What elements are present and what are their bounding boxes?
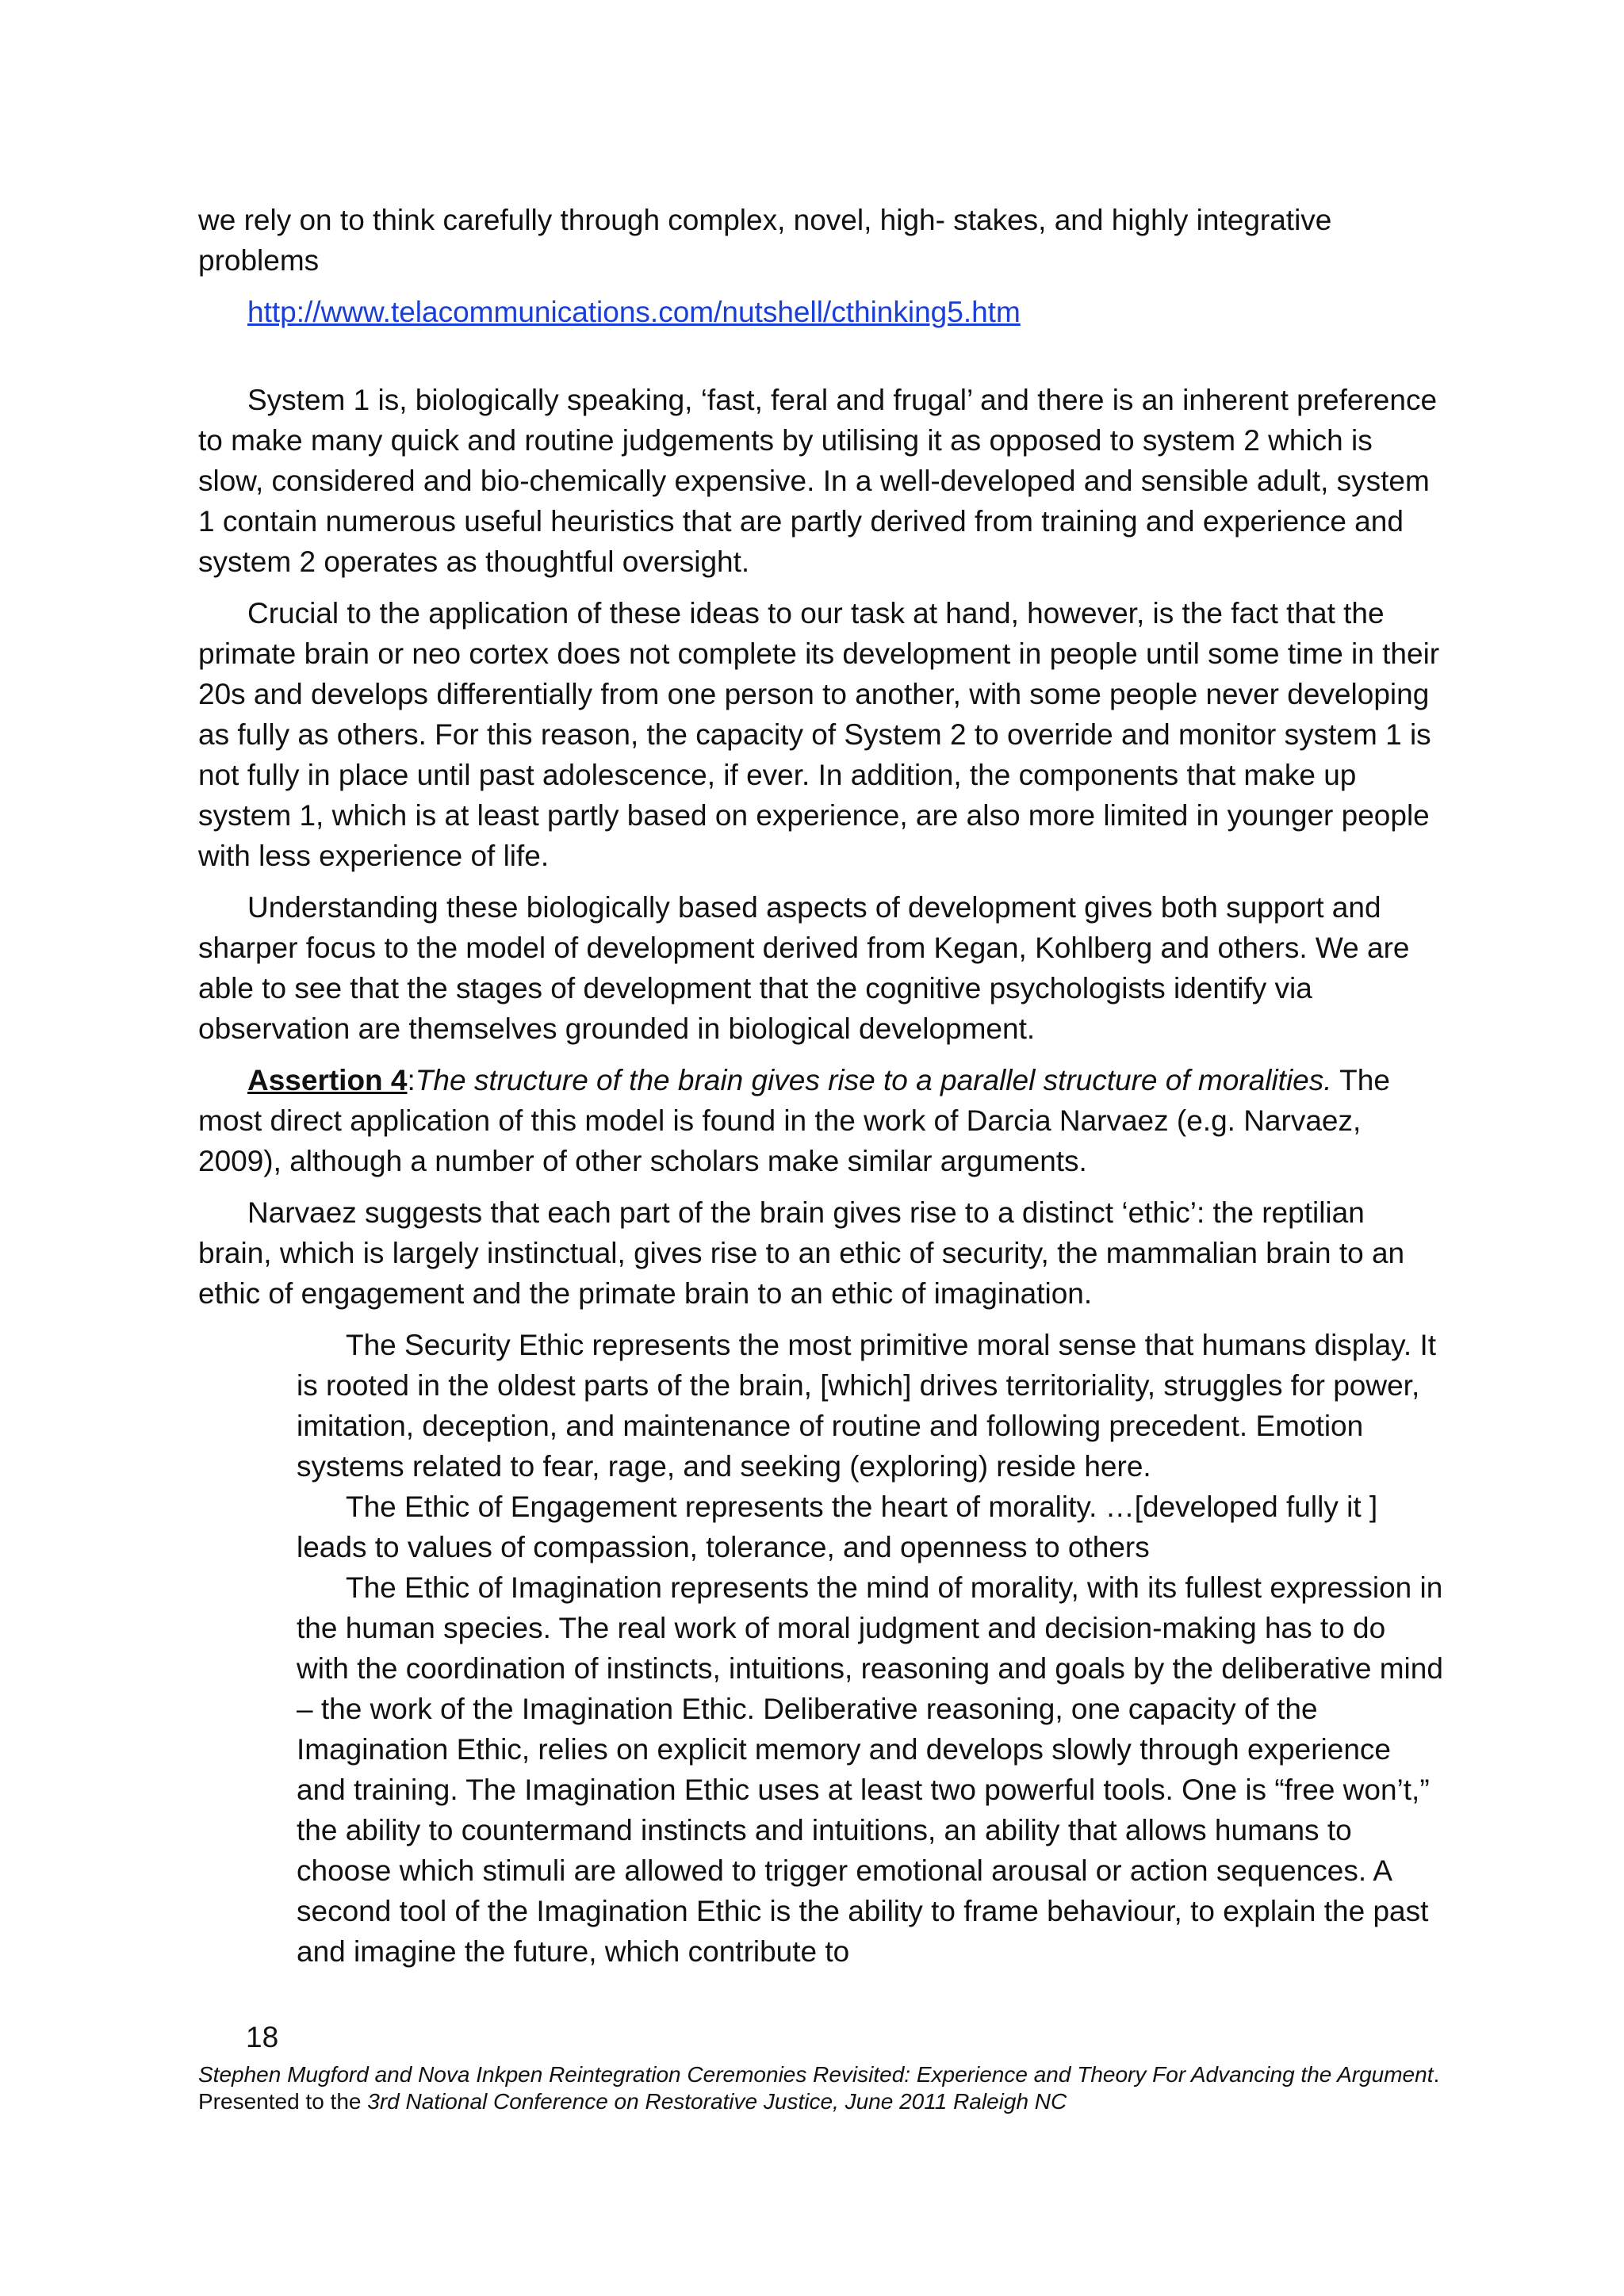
paragraph-assertion-4: [198, 1060, 1442, 1181]
paragraph-crucial: Crucial to the application of these ideas to our task at hand, however, is the fact that the primate brain or neo cortex does not complete its development in people until some time in their 20s and develops differentially from one person to another, with some people never developing as fully as others. For this reason, the capacity of System 2 to override and monitor system 1 is not fully in place until past adolescence, if ever. In addition, the components that make up system 1, which is at least partly based on experience, are also more limited in younger people with less experience of life.: [198, 597, 1440, 872]
paragraph-system1: System 1 is, biologically speaking, ‘fast, feral and frugal’ and there is an inherent preference to make many quick and routine judgements by utilising it as opposed to system 2 which is slow, considered and bio-chemically expensive. In a well-developed and sensible adult, system 1 contain numerous useful heuristics that are partly derived from training and experience and system 2 operates as thoughtful oversight.: [198, 384, 1438, 578]
assertion-title: The structure of the brain gives rise to a parallel structure of moralities.: [415, 1064, 1332, 1096]
paragraph-narvaez: Narvaez suggests that each part of the brain gives rise to a distinct ‘ethic’: the reptilian brain, which is largely instinctual, gives rise to an ethic of security, the mammalian brain to an ethic of engagement and the primate brain to an ethic of imagination.: [198, 1196, 1405, 1310]
quote-security-ethic: The Security Ethic represents the most primitive moral sense that humans display. It is rooted in the oldest parts of the brain, [which] drives territoriality, struggles for power, imitation, deception, and maintenance of routine and following precedent. Emotion systems related to fear, rage, and seeking (exploring) reside here.: [297, 1329, 1437, 1483]
assertion-label: Assertion 4: [247, 1064, 408, 1096]
paragraph-intro: we rely on to think carefully through complex, novel, high- stakes, and highly integrative problems: [198, 204, 1332, 277]
reference-link[interactable]: http://www.telacommunications.com/nutshell/cthinking5.htm: [247, 296, 1021, 328]
paragraph-understanding: Understanding these biologically based aspects of development gives both support and sharper focus to the model of development derived from Kegan, Kohlberg and others. We are able to see that the stages of development that the cognitive psychologists identify via observation are themselves grounded in biological development.: [198, 891, 1410, 1045]
block-quote: [297, 1325, 1443, 1972]
quote-engagement-ethic: The Ethic of Engagement represents the heart of morality. …[developed fully it ] leads to values of compassion, tolerance, and openness to others: [297, 1490, 1378, 1563]
footer-conference: 3rd National Conference on Restorative Justice, June 2011 Raleigh NC: [367, 2089, 1067, 2114]
page-footer: [198, 2061, 1467, 2115]
assertion-colon: :: [407, 1064, 416, 1096]
quote-imagination-ethic: The Ethic of Imagination represents the mind of morality, with its fullest expression in the human species. The real work of moral judgment and decision-making has to do with the coordination of instincts, intuitions, reasoning and goals by the deliberative mind – the work of the Imagination Ethic. Deliberative reasoning, one capacity of the Imagination Ethic, relies on explicit memory and develops slowly through experience and training. The Imagination Ethic uses at least two powerful tools. One is “free won’t,” the ability to countermand instincts and intuitions, an ability that allows humans to choose which stimuli are allowed to trigger emotional arousal or action sequences. A second tool of the Imagination Ethic is the ability to frame behaviour, to explain the past and imagine the future, which contribute to: [297, 1571, 1443, 1968]
reference-link-line: [247, 292, 1442, 332]
footer-authors-title: Stephen Mugford and Nova Inkpen Reintegration Ceremonies Revisited: Experience and Theory For Advancing the Argument: [198, 2062, 1434, 2087]
document-body: [198, 200, 1442, 1972]
footer-presented: . Presented to the: [198, 2062, 1440, 2114]
assertion-body: The most direct application of this model is found in the work of Darcia Narvaez (e.g. Narvaez, 2009), although a number of other scholars make similar arguments.: [198, 1064, 1390, 1177]
page-number: 18: [246, 2021, 279, 2053]
